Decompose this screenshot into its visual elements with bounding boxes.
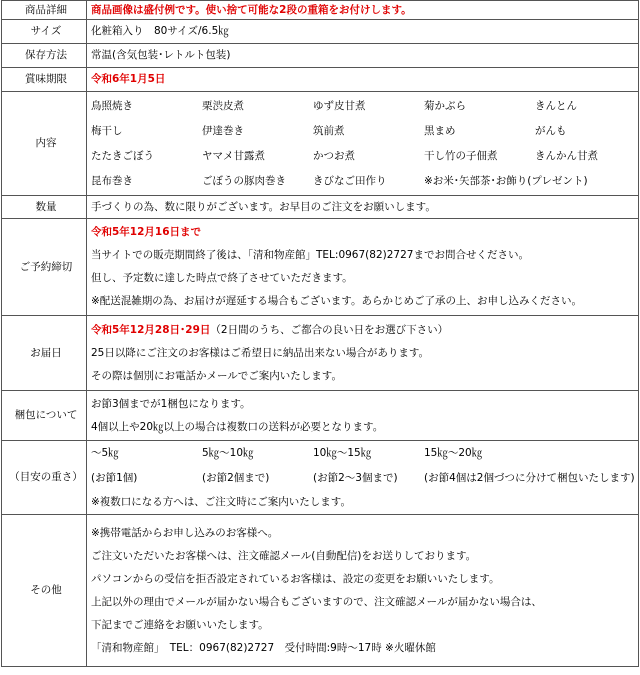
weight-range: 10㎏～15㎏ xyxy=(313,447,372,459)
value-quantity: 手づくりの為、数に限りがございます。お早目のご注文をお願いします。 xyxy=(87,196,639,219)
contents-item: ヤマメ甘露煮 xyxy=(202,149,265,162)
row-delivery xyxy=(2,316,639,391)
deadline-line: 但し、予定数に達した時点で終了させていただきます。 xyxy=(91,272,353,284)
deadline-line: 当サイトでの販売期間終了後は、「清和物産館」TEL:0967(82)2727までお問合せください。 xyxy=(91,249,529,261)
contents-item: 干し竹の子佃煮 xyxy=(424,149,498,162)
other-line: 「清和物産館」 TEL：0967(82)2727 受付時間:9時～17時 ※火曜休館 xyxy=(91,641,436,654)
row-packing xyxy=(2,391,639,441)
other-line: ※携帯電話からお申し込みのお客様へ。 xyxy=(91,526,279,539)
packing-line: お節3個までが1梱包になります。 xyxy=(91,397,251,410)
contents-row-2 xyxy=(91,119,638,144)
contents-item: ゆず皮甘煮 xyxy=(313,99,366,112)
label-detail: 商品詳細 xyxy=(2,1,87,20)
packing-line: 4個以上や20㎏以上の場合は複数口の送料が必要となります。 xyxy=(91,420,384,433)
other-line: パソコンからの受信を拒否設定されているお客様は、設定の変更をお願いいたします。 xyxy=(91,572,500,585)
contents-item: 黒まめ xyxy=(424,124,456,137)
value-storage: 常温(含気包装･レトルト包装) xyxy=(87,44,639,68)
label-delivery: お届日 xyxy=(2,316,87,391)
other-line: 下記までご連絡をお願いいたします。 xyxy=(91,618,269,631)
value-detail: 商品画像は盛付例です。使い捨て可能な2段の重箱をお付けします。 xyxy=(87,1,639,20)
deadline-date: 令和5年12月16日まで xyxy=(91,226,202,238)
value-weight xyxy=(87,441,639,515)
contents-item: 栗渋皮煮 xyxy=(202,99,244,112)
row-size xyxy=(2,20,639,44)
delivery-date-note: （2日間のうち、ご都合の良い日をお選び下さい） xyxy=(210,323,449,336)
delivery-date-line xyxy=(91,319,638,342)
weight-count: (お節4個は2個づつに分けて梱包いたします) xyxy=(424,472,635,484)
contents-item: きびなご田作り xyxy=(313,174,387,187)
weight-count: (お節2～3個まで) xyxy=(313,472,398,484)
label-contents: 内容 xyxy=(2,92,87,196)
label-size: サイズ xyxy=(2,20,87,44)
contents-row-1 xyxy=(91,94,638,119)
value-contents xyxy=(87,92,639,196)
contents-item: 鳥照焼き xyxy=(91,99,133,112)
weight-ranges xyxy=(91,441,638,466)
other-line: ご注文いただいたお客様へは、注文確認メール(自動配信)をお送りしております。 xyxy=(91,549,477,562)
other-line: 上記以外の理由でメールが届かない場合もございますので、注文確認メールが届かない場合は、 xyxy=(91,595,542,608)
contents-item: 梅干し xyxy=(91,124,123,137)
contents-item: 筑前煮 xyxy=(313,124,345,137)
row-other xyxy=(2,515,639,667)
delivery-line: 25日以降にご注文のお客様はご希望日に納品出来ない場合があります。 xyxy=(91,346,430,359)
delivery-date: 令和5年12月28日･29日 xyxy=(91,323,211,336)
contents-item: たたきごぼう xyxy=(91,149,154,162)
value-packing xyxy=(87,391,639,441)
row-detail xyxy=(2,1,639,20)
row-quantity xyxy=(2,196,639,219)
contents-item: 伊達巻き xyxy=(202,124,244,137)
label-quantity: 数量 xyxy=(2,196,87,219)
label-other: その他 xyxy=(2,515,87,667)
row-contents xyxy=(2,92,639,196)
contents-row-3 xyxy=(91,144,638,169)
contents-item: 菊かぶら xyxy=(424,99,466,112)
deadline-line: ※配送混雑期の為、お届けが遅延する場合もございます。あらかじめご了承の上、お申し込みください。 xyxy=(91,295,582,307)
row-expiry xyxy=(2,68,639,92)
product-spec-table xyxy=(1,0,639,667)
contents-item: がんも xyxy=(535,124,567,137)
value-size: 化粧箱入り 80サイズ/6.5㎏ xyxy=(87,20,639,44)
contents-item: ※お米･矢部茶･お飾り(プレゼント) xyxy=(424,174,588,187)
weight-range: 5㎏～10㎏ xyxy=(202,447,254,459)
contents-item: きんとん xyxy=(535,99,577,112)
row-storage xyxy=(2,44,639,68)
contents-item: 昆布巻き xyxy=(91,174,133,187)
label-expiry: 賞味期限 xyxy=(2,68,87,92)
row-weight xyxy=(2,441,639,515)
value-delivery xyxy=(87,316,639,391)
label-deadline: ご予約締切 xyxy=(2,219,87,316)
value-deadline xyxy=(87,219,639,316)
row-deadline xyxy=(2,219,639,316)
value-expiry: 令和6年1月5日 xyxy=(87,68,639,92)
label-storage: 保存方法 xyxy=(2,44,87,68)
value-other xyxy=(87,515,639,667)
weight-range: 15㎏～20㎏ xyxy=(424,447,483,459)
weight-count: (お節1個) xyxy=(91,472,138,484)
weight-counts xyxy=(91,466,638,491)
contents-item: かつお煮 xyxy=(313,149,355,162)
contents-item: ごぼうの豚肉巻き xyxy=(202,174,286,187)
weight-range: ～5㎏ xyxy=(91,447,119,459)
weight-note: ※複数口になる方へは、ご注文時にご案内いたします。 xyxy=(91,496,351,508)
label-weight: （目安の重さ） xyxy=(2,441,87,515)
label-packing: 梱包について xyxy=(2,391,87,441)
contents-item: きんかん甘煮 xyxy=(535,149,598,162)
delivery-line: その際は個別にお電話かメールでご案内いたします。 xyxy=(91,369,342,382)
contents-row-4 xyxy=(91,169,638,194)
weight-count: (お節2個まで) xyxy=(202,472,270,484)
